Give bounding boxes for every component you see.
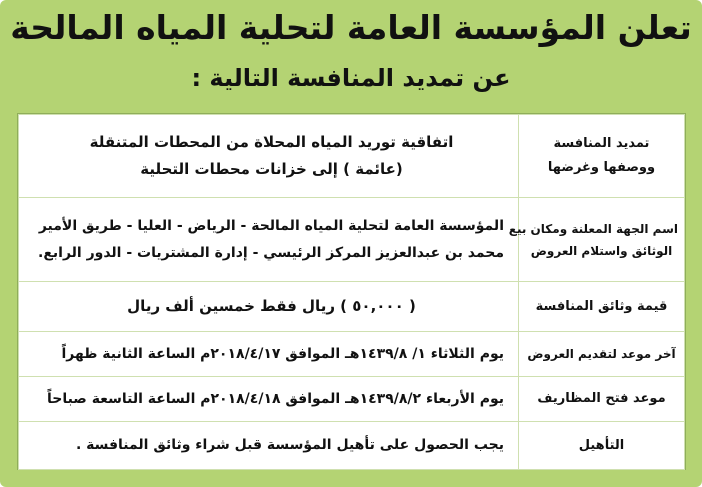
table-row: [19, 282, 685, 332]
row-label-submission-deadline: [519, 332, 685, 377]
value-line: (عائمة ) إلى خزانات محطات التحلية: [140, 160, 403, 178]
announcement-subtitle: عن تمديد المنافسة التالية :: [191, 64, 511, 92]
table-row: [19, 115, 685, 198]
value-line: اتفاقية توريد المياه المحلاة من المحطات المتنقلة: [89, 133, 454, 151]
label-line: تمديد المنافسة: [553, 136, 650, 151]
row-label-qualification: [519, 422, 685, 470]
announcement-title: تعلن المؤسسة العامة لتحلية المياه المالحة: [10, 8, 692, 47]
label-line: اسم الجهة المعلنة ومكان بيع: [508, 221, 678, 236]
row-value-qualification: [19, 422, 519, 470]
value-line: يوم الثلاثاء ١/ ١٤٣٩/٨هـ الموافق ٢٠١٨/٤/١٧م الساعة الثانية ظهراً: [61, 345, 504, 362]
row-label-envelope-opening: [519, 377, 685, 422]
row-label-issuing-entity: [508, 198, 685, 282]
value-line: المؤسسة العامة لتحلية المياه المالحة - الرياض - العليا - طريق الأمير: [38, 217, 504, 234]
label-line: ووصفها وغرضها: [547, 160, 656, 175]
value-line: يجب الحصول على تأهيل المؤسسة قبل شراء وثائق المنافسة .: [75, 437, 504, 453]
table-row: [19, 332, 685, 377]
table-row: [19, 198, 685, 282]
row-value-issuing-entity: [19, 198, 519, 282]
label-line: موعد فتح المظاريف: [537, 391, 666, 406]
label-line: آخر موعد لتقديم العروض: [527, 347, 676, 361]
label-line: الوثائق واستلام العروض: [530, 243, 673, 258]
row-label-document-price: [519, 282, 685, 332]
table-row: [19, 422, 685, 470]
label-line: التأهيل: [578, 437, 625, 453]
label-line: قيمة وثائق المنافسة: [535, 298, 668, 314]
value-line: محمد بن عبدالعزيز المركز الرئيسي - إدارة المشتريات - الدور الرابع.: [38, 244, 504, 261]
row-value-envelope-opening: [19, 377, 519, 422]
value-line: ( ٥٠,٠٠٠ ) ريال فقط خمسين ألف ريال: [127, 297, 416, 315]
row-value-submission-deadline: [19, 332, 519, 377]
row-value-tender-description: [19, 115, 519, 198]
row-value-document-price: [19, 282, 519, 332]
value-line: يوم الأربعاء ١٤٣٩/٨/٢هـ الموافق ٢٠١٨/٤/١٨م الساعة التاسعة صباحاً: [46, 390, 504, 407]
table-row: [19, 377, 685, 422]
row-label-tender-description: [519, 115, 685, 198]
tender-details-table: [17, 113, 686, 470]
